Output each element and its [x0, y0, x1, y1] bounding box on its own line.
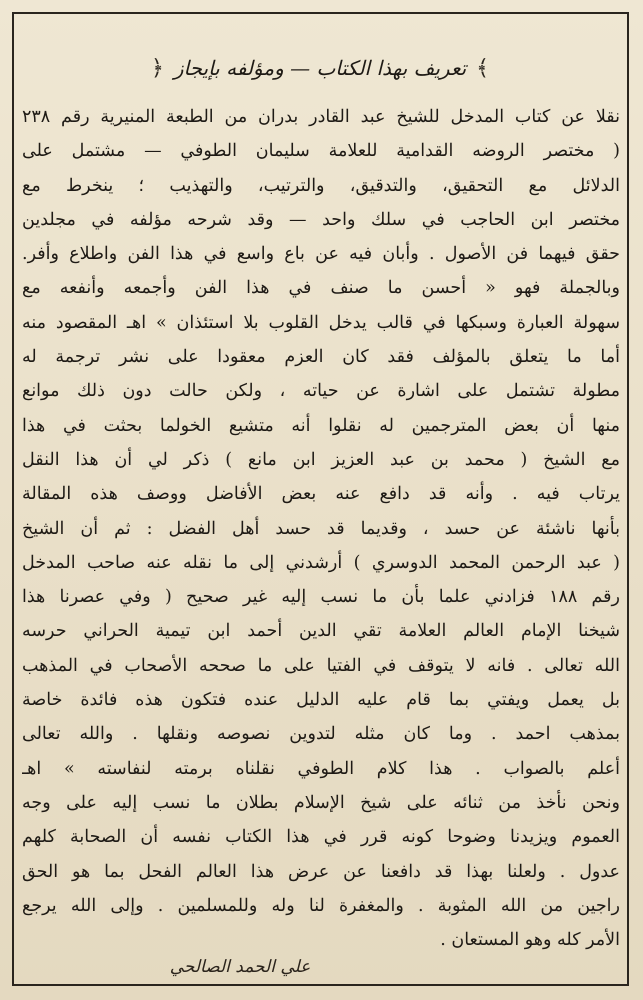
- text-line: ونحن نأخذ من ثنائه على شيخ الإسلام بطلان ما نسب إليه على وجه: [22, 792, 620, 813]
- title-text: تعريف بهذا الكتاب — ومؤلفه بإيجاز: [173, 56, 467, 80]
- text-line: عدول . ولعلنا بهذا قد دافعنا عن عرض هذا العالم الفحل بما هو الحق: [22, 861, 620, 882]
- text-line: رقم ١٨٨ فزادني علما بأن ما نسب إليه غير صحيح ( وفي عصرنا هذا: [22, 587, 620, 608]
- text-line: بل يعمل ويفتي بما قام عليه الدليل عنده فتكون هذه فائدة خاصة: [22, 690, 620, 711]
- text-line: راجين من الله المثوبة . والمغفرة لنا وله وللمسلمين . وإلى الله يرجع: [22, 895, 620, 916]
- text-line: مع الشيخ ( محمد بن عبد العزيز ابن مانع ) ذكر لي أن هذا النقل: [22, 449, 620, 470]
- document-body: [22, 100, 620, 957]
- text-line: ( عبد الرحمن المحمد الدوسري ) أرشدني إلى ما نقله عنه صاحب المدخل: [22, 552, 620, 573]
- text-line: الله تعالى . فانه لا يتوقف في الفتيا على ما صححه الأصحاب في المذهب: [22, 655, 620, 676]
- title-ornament-right: ﴾: [476, 55, 490, 81]
- text-line: بمذهب احمد . وما كان مثله لتدوين نصوصه ونقلها . والله تعالى: [22, 724, 620, 745]
- text-line: أما ما يتعلق بالمؤلف فقد كان العزم معقودا على نشر ترجمة له: [22, 347, 620, 368]
- text-line: الأمر كله وهو المستعان .: [440, 930, 620, 951]
- text-line: شيخنا الإمام العالم العلامة تقي الدين أحمد ابن تيمية الحراني حرسه: [22, 621, 620, 642]
- text-line: ( مختصر الروضه القدامية للعلامة سليمان الطوفي — مشتمل على: [22, 141, 620, 162]
- text-line: مطولة تشتمل على اشارة عن حياته ، ولكن حالت دون ذلك موانع: [22, 381, 620, 402]
- text-line: مختصر ابن الحاجب في سلك واحد — وقد شرحه مؤلفه في مجلدين: [22, 209, 620, 230]
- text-line: الدلائل مع التحقيق، والتدقيق، والترتيب، والتهذيب ؛ ينخرط مع: [22, 175, 620, 196]
- page-title: [90, 44, 550, 92]
- author-signature: علي الحمد الصالحي: [169, 957, 311, 977]
- text-line: منها أن بعض المترجمين له نقلوا أنه متشيع الخولما بحثت في هذا: [22, 415, 620, 436]
- title-ornament-left: ﴿: [150, 55, 164, 81]
- text-line: أعلم بالصواب . هذا كلام الطوفي نقلناه برمته لنفاسته » اهـ: [22, 758, 620, 779]
- text-line: نقلا عن كتاب المدخل للشيخ عبد القادر بدران من الطبعة المنيرية رقم ٢٣٨: [22, 107, 620, 127]
- text-line: يرتاب فيه . وأنه قد دافع عنه بعض الأفاضل ووصف هذه المقالة: [22, 484, 620, 505]
- text-line: بأنها ناشئة عن حسد ، وقديما قد حسد أهل الفضل : ثم أن الشيخ: [22, 518, 620, 539]
- text-line: حقق فيهما فن الأصول . وأبان فيه عن باع واسع في هذا الفن واطلاع وأفر.: [22, 244, 620, 265]
- text-line: سهولة العبارة وسبكها في قالب يدخل القلوب بلا استئذان » اهـ المقصود منه: [22, 312, 620, 333]
- text-line: وبالجملة فهو « أحسن ما صنف في هذا الفن وأجمعه وأنفعه مع: [22, 278, 620, 299]
- text-line: العموم ويزيدنا وضوحا كونه قرر في هذا الكتاب نفسه أن الصحابة كلهم: [22, 827, 620, 848]
